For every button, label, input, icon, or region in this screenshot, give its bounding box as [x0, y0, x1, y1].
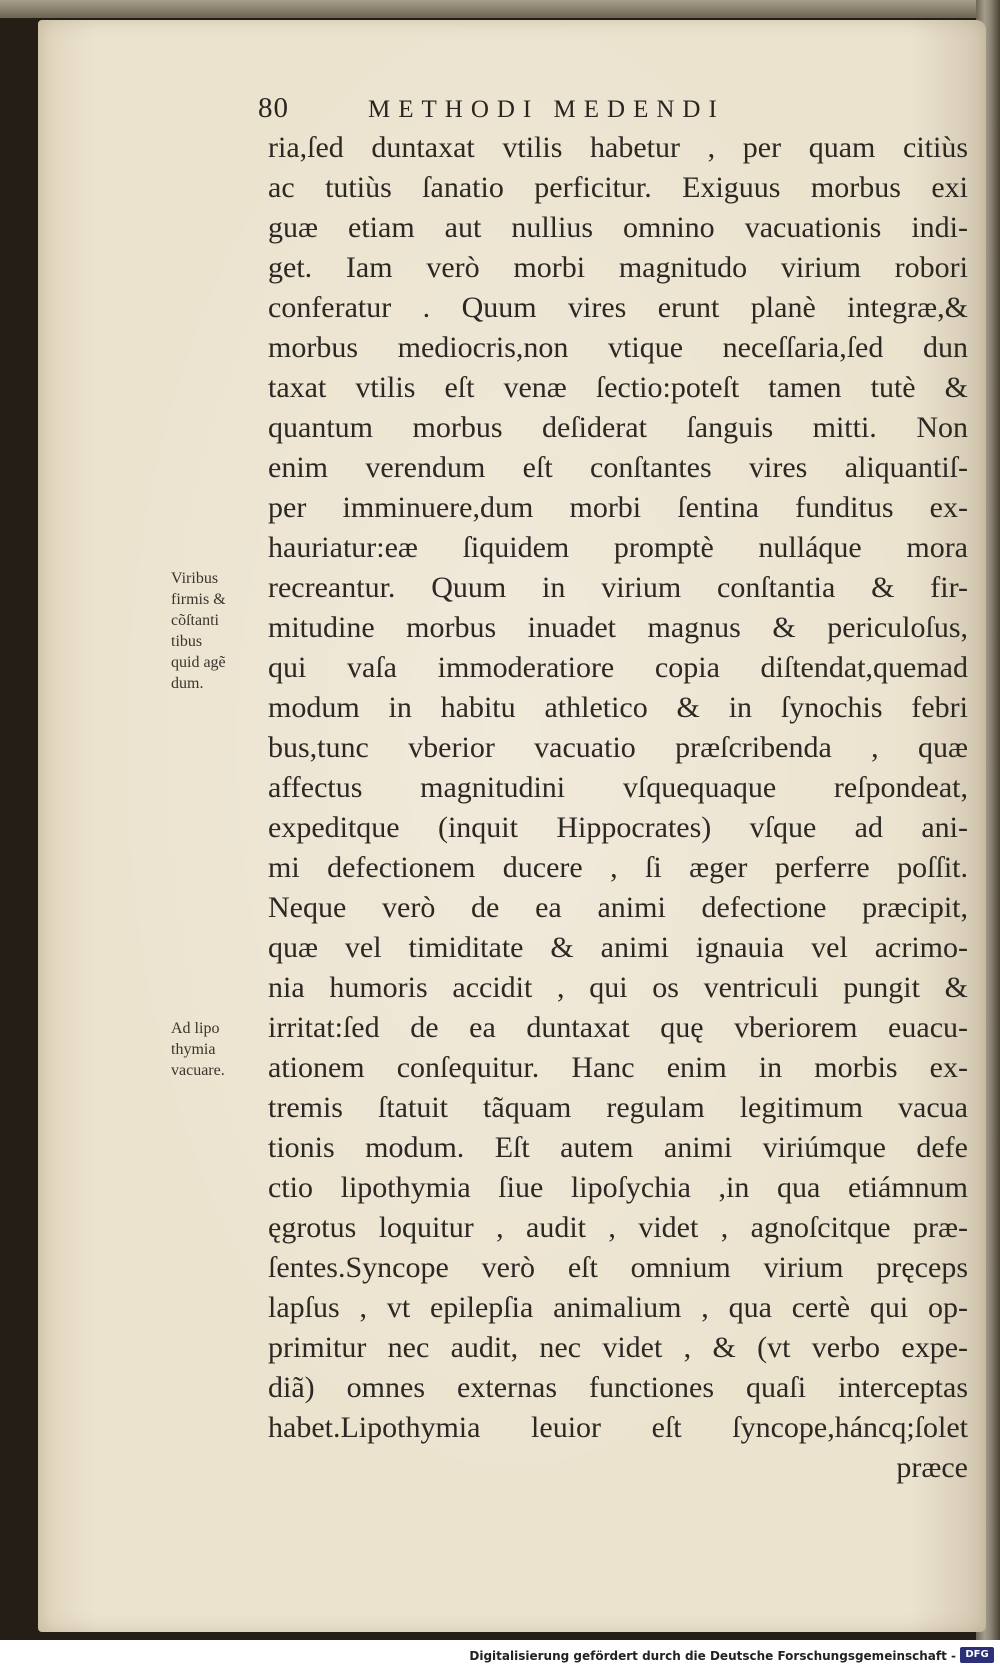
margin-note-line: vacuare. — [171, 1062, 225, 1079]
body-text — [268, 128, 968, 1488]
page-number: 80 — [258, 92, 289, 124]
text-line: get. Iam verò morbi magnitudo virium robori — [268, 251, 968, 284]
margin-note-line: thymia — [171, 1041, 216, 1058]
margin-note-line: firmis & — [171, 591, 226, 608]
text-line: tremis ſtatuit tãquam regulam legitimum vacua — [268, 1091, 968, 1124]
text-line: præce — [896, 1451, 968, 1484]
margin-note-line: quid agẽ — [171, 654, 226, 671]
text-line: mi defectionem ducere , ſi æger perferre poſſit. — [268, 851, 968, 884]
text-line: recreantur. Quum in virium conſtantia & fir- — [268, 571, 968, 604]
digitization-footer — [0, 1640, 1000, 1670]
text-line: per imminuere,dum morbi ſentina funditus ex- — [268, 491, 968, 524]
text-line: tionis modum. Eſt autem animi viriúmque defe — [268, 1131, 968, 1164]
text-line: lapſus , vt epilepſia animalium , qua certè qui op- — [268, 1291, 968, 1324]
page-header — [258, 92, 878, 132]
margin-note-line: dum. — [171, 675, 204, 692]
text-line: modum in habitu athletico & in ſynochis febri — [268, 691, 968, 724]
text-line: bus,tunc vberior vacuatio præſcribenda , quæ — [268, 731, 968, 764]
margin-note-line: Ad lipo — [171, 1020, 220, 1037]
text-line: hauriatur:eæ ſiquidem promptè nulláque mora — [268, 531, 968, 564]
text-line: expeditque (inquit Hippocrates) vſque ad ani- — [268, 811, 968, 844]
text-line: taxat vtilis eſt venæ ſectio:poteſt tamen tutè & — [268, 371, 968, 404]
margin-note-line: Viribus — [171, 570, 219, 587]
book-edge-top — [0, 0, 1000, 18]
text-line: ac tutiùs ſanatio perficitur. Exiguus morbus exi — [268, 171, 968, 204]
margin-note-line: cõſtanti — [171, 612, 219, 629]
text-line: mitudine morbus inuadet magnus & periculoſus, — [268, 611, 968, 644]
text-line: habet.Lipothymia leuior eſt ſyncope,háncq;ſolet — [268, 1411, 968, 1444]
text-line: nia humoris accidit , qui os ventriculi pungit & — [268, 971, 968, 1004]
margin-note — [171, 1018, 271, 1081]
running-head: METHODI MEDENDI — [368, 96, 725, 123]
text-line: affectus magnitudini vſquequaque reſpondeat, — [268, 771, 968, 804]
text-line: irritat:ſed de ea duntaxat quę vberiorem euacu- — [268, 1011, 968, 1044]
text-line: primitur nec audit, nec videt , & (vt verbo expe- — [268, 1331, 968, 1364]
text-line: ria,ſed duntaxat vtilis habetur , per quam citiùs — [268, 131, 968, 164]
text-line: ſentes.Syncope verò eſt omnium virium pręceps — [268, 1251, 968, 1284]
margin-note — [171, 568, 271, 694]
text-line: diã) omnes externas functiones quaſi interceptas — [268, 1371, 968, 1404]
text-line: quæ vel timiditate & animi ignauia vel acrimo- — [268, 931, 968, 964]
text-line: ctio lipothymia ſiue lipoſychia ,in qua etiámnum — [268, 1171, 968, 1204]
text-line: quantum morbus deſiderat ſanguis mitti. Non — [268, 411, 968, 444]
dfg-logo[interactable]: DFG — [960, 1647, 994, 1663]
text-line: conferatur . Quum vires erunt planè integræ,& — [268, 291, 968, 324]
text-line: ęgrotus loquitur , audit , videt , agnoſcitque præ- — [268, 1211, 968, 1244]
text-line: ationem conſequitur. Hanc enim in morbis ex- — [268, 1051, 968, 1084]
text-line: Neque verò de ea animi defectione præcipit, — [268, 891, 968, 924]
funding-credit: Digitalisierung gefördert durch die Deutsche Forschungsgemeinschaft - — [469, 1649, 956, 1663]
text-line: enim verendum eſt conſtantes vires aliquantiſ- — [268, 451, 968, 484]
margin-note-line: tibus — [171, 633, 203, 650]
text-line: qui vaſa immoderatiore copia diſtendat,quemad — [268, 651, 968, 684]
text-line: guæ etiam aut nullius omnino vacuationis indi- — [268, 211, 968, 244]
text-line: morbus mediocris,non vtique neceſſaria,ſed dun — [268, 331, 968, 364]
